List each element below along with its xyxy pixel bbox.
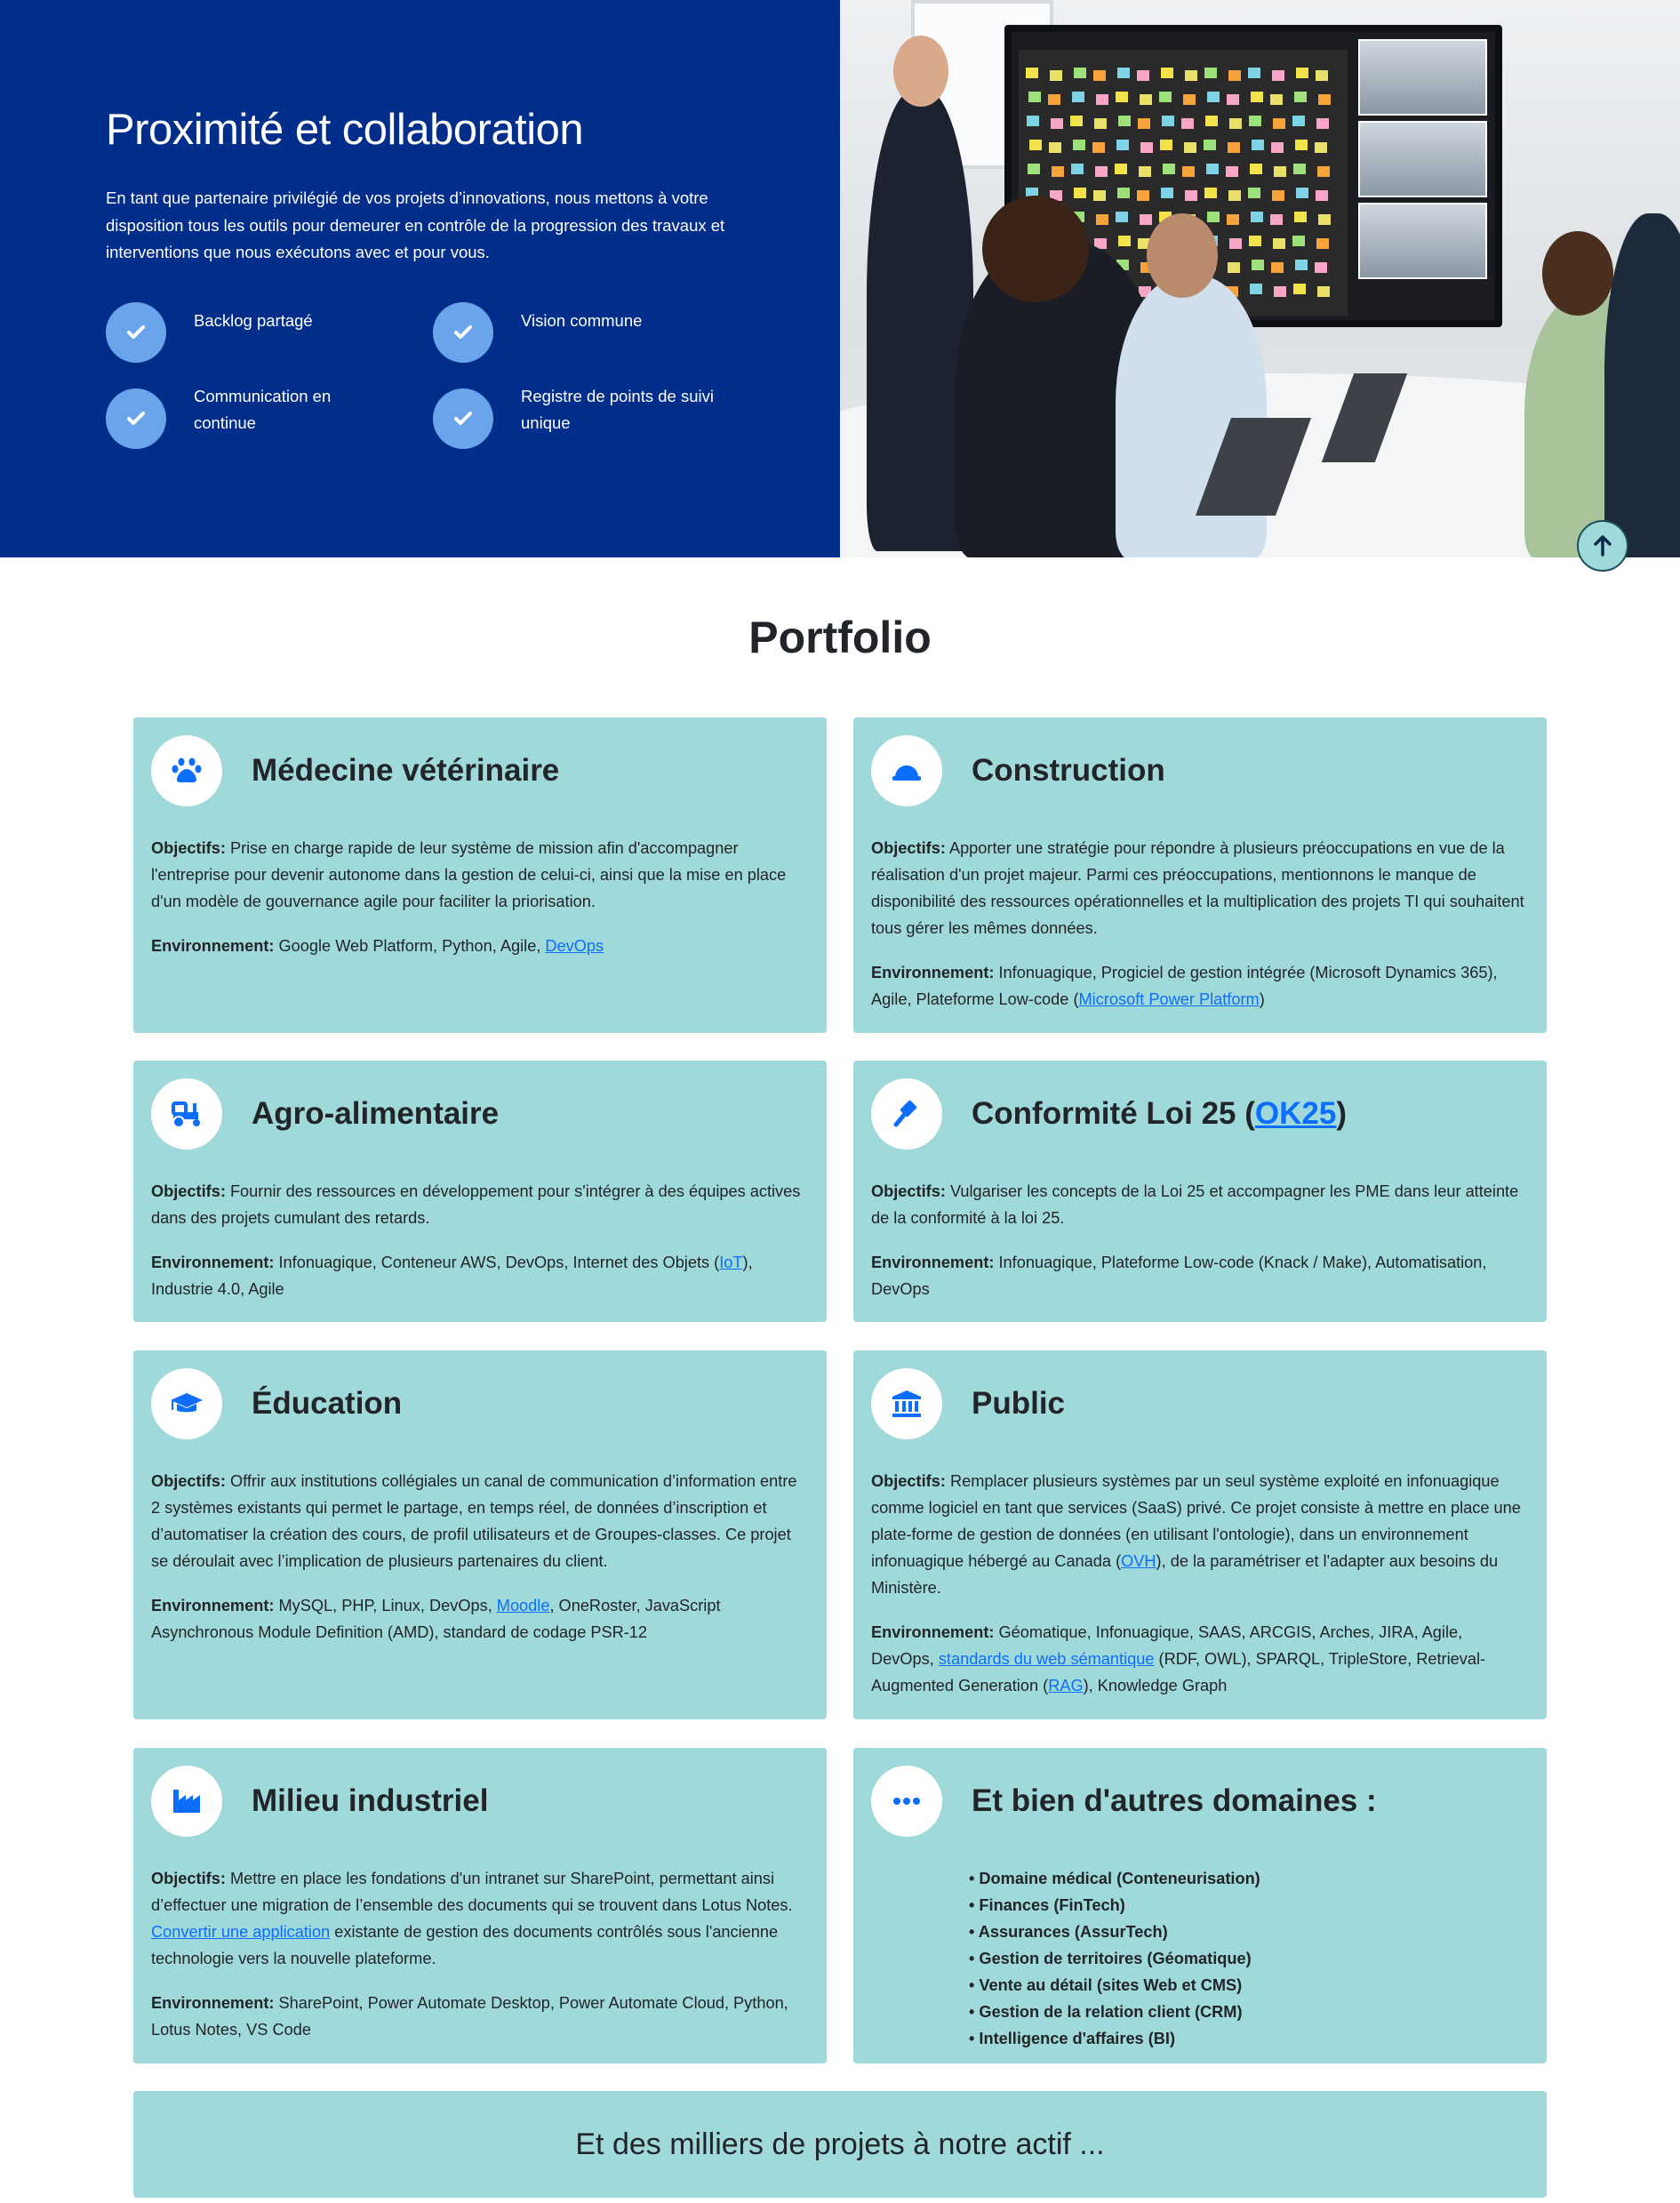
video-participant bbox=[1358, 203, 1487, 279]
video-participant bbox=[1358, 121, 1487, 197]
card-title bbox=[972, 753, 1165, 789]
text-segment: Médecine vétérinaire bbox=[252, 753, 560, 788]
text-segment: Mettre en place les fondations d'un intranet sur SharePoint, permettant ainsi d’effectuer une migration de l’ensemble des documents qui se trouvent dans Lotus Notes. bbox=[151, 1870, 793, 1914]
check-icon bbox=[106, 389, 166, 449]
text-segment: SharePoint, Power Automate Desktop, Power Automate Cloud, Python, Lotus Notes, VS Code bbox=[151, 1994, 788, 2039]
sticky-note bbox=[1272, 70, 1284, 81]
text-segment: ), Industrie 4.0, Agile bbox=[151, 1254, 753, 1298]
card-body bbox=[151, 1178, 809, 1302]
sticky-note bbox=[1248, 188, 1260, 198]
objectives-text bbox=[151, 1865, 809, 1972]
sticky-note bbox=[1095, 166, 1108, 177]
environment-label: Environnement: bbox=[871, 964, 995, 981]
text-segment: ) bbox=[1336, 1096, 1347, 1131]
hero-panel bbox=[0, 0, 840, 557]
person-head bbox=[1147, 213, 1218, 298]
card-header bbox=[151, 1368, 809, 1439]
sticky-note bbox=[1228, 190, 1241, 201]
sticky-note bbox=[1316, 118, 1329, 129]
sticky-note bbox=[1073, 140, 1085, 150]
card-header bbox=[871, 1078, 1529, 1150]
sticky-note bbox=[1072, 92, 1084, 102]
sticky-note bbox=[1163, 164, 1175, 174]
check-icon bbox=[106, 302, 166, 363]
sticky-note bbox=[1227, 94, 1239, 105]
card-header bbox=[871, 1766, 1529, 1837]
projects-banner: Et des milliers de projets à notre actif ... bbox=[133, 2091, 1547, 2198]
text-segment: ), Knowledge Graph bbox=[1083, 1677, 1228, 1694]
inline-link[interactable]: IoT bbox=[719, 1254, 743, 1271]
objectives-text bbox=[871, 1468, 1529, 1601]
sticky-note bbox=[1206, 164, 1219, 174]
text-segment: Et bien d'autres domaines : bbox=[972, 1783, 1377, 1818]
sticky-note bbox=[1315, 142, 1327, 153]
card-header bbox=[151, 1078, 809, 1150]
card-body bbox=[151, 1468, 809, 1646]
sticky-note bbox=[1293, 284, 1306, 294]
card-header bbox=[871, 735, 1529, 806]
sticky-note bbox=[1052, 166, 1064, 177]
sticky-note bbox=[1251, 92, 1263, 102]
card-header bbox=[871, 1368, 1529, 1439]
sticky-note bbox=[1296, 68, 1308, 78]
sticky-note bbox=[1071, 164, 1084, 174]
inline-link[interactable]: DevOps bbox=[545, 937, 604, 955]
objectives-label: Objectifs: bbox=[151, 1182, 226, 1200]
sticky-note bbox=[1116, 140, 1129, 150]
card-title bbox=[972, 1783, 1377, 1819]
text-segment: Infonuagique, Conteneur AWS, DevOps, Internet des Objets ( bbox=[274, 1254, 720, 1271]
portfolio-card-public bbox=[853, 1350, 1547, 1719]
feature-item bbox=[106, 302, 372, 363]
objectives-label: Objectifs: bbox=[871, 1182, 946, 1200]
sticky-note bbox=[1185, 70, 1197, 81]
environment-label: Environnement: bbox=[871, 1254, 995, 1271]
person-head bbox=[1542, 231, 1613, 316]
environment-text bbox=[151, 933, 809, 959]
sticky-note bbox=[1027, 116, 1039, 126]
objectives-label: Objectifs: bbox=[871, 1472, 946, 1490]
sticky-note bbox=[1139, 166, 1151, 177]
sticky-note bbox=[1160, 140, 1172, 150]
sticky-note bbox=[1070, 116, 1083, 126]
environment-text bbox=[871, 1619, 1529, 1699]
sticky-note bbox=[1251, 212, 1263, 222]
card-body bbox=[871, 835, 1529, 1013]
sticky-note bbox=[1295, 260, 1308, 270]
sticky-note bbox=[1272, 190, 1284, 201]
sticky-note bbox=[1028, 164, 1040, 174]
text-segment: ) bbox=[1259, 990, 1265, 1008]
portfolio-card-education bbox=[133, 1350, 827, 1719]
sticky-note bbox=[1140, 142, 1153, 153]
inline-link[interactable]: RAG bbox=[1048, 1677, 1084, 1694]
domain-list bbox=[969, 1865, 1529, 2052]
text-segment: Agro-alimentaire bbox=[252, 1096, 500, 1131]
feature-label: Vision commune bbox=[521, 311, 643, 330]
portfolio-card-milieu-industriel bbox=[133, 1748, 827, 2063]
sticky-note bbox=[1093, 70, 1106, 81]
text-segment: Éducation bbox=[252, 1386, 403, 1421]
sticky-note bbox=[1248, 68, 1260, 78]
sticky-note bbox=[1226, 166, 1238, 177]
sticky-note bbox=[1293, 164, 1306, 174]
objectives-label: Objectifs: bbox=[151, 1472, 226, 1490]
person-head bbox=[982, 196, 1089, 302]
text-segment: Fournir des ressources en développement pour s'intégrer à des équipes actives dans des projets cumulant des retards. bbox=[151, 1182, 801, 1227]
sticky-note bbox=[1294, 212, 1307, 222]
video-participant bbox=[1358, 39, 1487, 116]
sticky-note bbox=[1204, 188, 1217, 198]
environment-text bbox=[151, 1249, 809, 1302]
card-title bbox=[972, 1096, 1347, 1132]
text-segment: Conformité Loi 25 ( bbox=[972, 1096, 1255, 1131]
sticky-note bbox=[1252, 140, 1264, 150]
sticky-note bbox=[1074, 188, 1086, 198]
text-segment: Google Web Platform, Python, Agile, bbox=[274, 937, 546, 955]
sticky-note bbox=[1228, 70, 1241, 81]
feature-label: Communication en continue bbox=[194, 387, 332, 432]
sticky-note bbox=[1093, 190, 1106, 201]
card-title bbox=[252, 1096, 499, 1132]
sticky-note bbox=[1270, 94, 1283, 105]
sticky-note bbox=[1140, 214, 1152, 225]
objectives-text bbox=[151, 1468, 809, 1574]
sticky-note bbox=[1182, 166, 1195, 177]
sticky-note bbox=[1092, 142, 1105, 153]
card-title bbox=[252, 1783, 488, 1819]
text-segment: Remplacer plusieurs systèmes par un seul système exploité en infonuagique comme logiciel en tant que services (SaaS) privé. Ce projet consiste à mettre en place une plate-forme de gestion de données (en utilisant l'ontologie), dans un environnement infonuagique hébergé au Canada ( bbox=[871, 1472, 1521, 1570]
card-title bbox=[252, 1386, 402, 1422]
sticky-note bbox=[1295, 140, 1308, 150]
card-body bbox=[871, 1468, 1529, 1699]
sticky-note bbox=[1317, 286, 1330, 297]
sticky-note bbox=[1184, 142, 1196, 153]
inline-link[interactable]: OVH bbox=[1121, 1552, 1156, 1570]
environment-label: Environnement: bbox=[871, 1623, 995, 1641]
sticky-note bbox=[1227, 214, 1239, 225]
sticky-note bbox=[1274, 286, 1286, 297]
objectives-text bbox=[151, 835, 809, 915]
feature-item bbox=[433, 302, 699, 363]
card-header bbox=[151, 735, 809, 806]
feature-item bbox=[433, 389, 734, 449]
hero-title: Proximité et collaboration bbox=[106, 106, 584, 154]
sticky-note bbox=[1137, 190, 1149, 201]
portfolio-card-medecine-veterinaire bbox=[133, 717, 827, 1033]
person-head bbox=[893, 36, 948, 107]
environment-label: Environnement: bbox=[151, 937, 275, 955]
text-segment: Prise en charge rapide de leur système de mission afin d'accompagner l'entreprise pour devenir autonome dans la gestion de celui-ci, ainsi que la mise en place d'un modèle de gouvernance agile pour faciliter la priorisation. bbox=[151, 839, 787, 910]
sticky-note bbox=[1118, 236, 1131, 246]
sticky-note bbox=[1229, 118, 1242, 129]
card-title bbox=[252, 753, 559, 789]
card-body bbox=[151, 835, 809, 959]
text-segment: MySQL, PHP, Linux, DevOps, bbox=[274, 1597, 497, 1614]
objectives-text bbox=[871, 835, 1529, 941]
inline-link[interactable]: OK25 bbox=[1254, 1096, 1337, 1131]
inline-link[interactable]: Moodle bbox=[496, 1597, 550, 1614]
paw-icon bbox=[151, 735, 222, 806]
domain-list-item: • Vente au détail (sites Web et CMS) bbox=[969, 1976, 1243, 1994]
sticky-note bbox=[1228, 262, 1240, 273]
sticky-note bbox=[1318, 214, 1331, 225]
card-title bbox=[972, 1386, 1065, 1422]
domain-list-item: • Assurances (AssurTech) bbox=[969, 1923, 1168, 1941]
industry-icon bbox=[151, 1766, 222, 1837]
text-segment: existante de gestion des documents contrôlés sous l'ancienne technologie vers la nouvelle plateforme. bbox=[151, 1923, 779, 1967]
sticky-note bbox=[1292, 236, 1305, 246]
sticky-note bbox=[1250, 284, 1262, 294]
sticky-note bbox=[1318, 94, 1331, 105]
sticky-note bbox=[1315, 262, 1327, 273]
text-segment: Infonuagique, Plateforme Low-code (Knack / Make), Automatisation, DevOps bbox=[871, 1254, 1487, 1298]
text-segment: (RDF, OWL), SPARQL, TripleStore, Retrieval-Augmented Generation ( bbox=[871, 1650, 1486, 1694]
sticky-note bbox=[1115, 164, 1127, 174]
sticky-note bbox=[1292, 116, 1305, 126]
inline-link[interactable]: Convertir une application bbox=[151, 1923, 331, 1941]
card-header bbox=[151, 1766, 809, 1837]
sticky-note bbox=[1161, 68, 1173, 78]
sticky-note bbox=[1204, 140, 1216, 150]
meeting-photo bbox=[840, 0, 1680, 557]
text-segment: Offrir aux institutions collégiales un canal de communication d’information entre 2 systèmes existants qui permet le partage, en temps réel, de données d’inscription et d’automatiser la création des cours, de profil utilisateurs et de Groupes-classes. Ce projet se déroulait avec l’implication de plusieurs partenaires du client. bbox=[151, 1472, 797, 1570]
sticky-note bbox=[1316, 190, 1328, 201]
text-segment: Construction bbox=[972, 753, 1165, 788]
portfolio-card-conformite-loi-25-ok25 bbox=[853, 1061, 1547, 1322]
sticky-note bbox=[1271, 142, 1284, 153]
environment-text bbox=[871, 1249, 1529, 1302]
sticky-note bbox=[1273, 118, 1285, 129]
objectives-label: Objectifs: bbox=[151, 1870, 226, 1887]
sticky-note bbox=[1296, 188, 1308, 198]
text-segment: Milieu industriel bbox=[252, 1783, 489, 1818]
sticky-note bbox=[1140, 94, 1152, 105]
sticky-note bbox=[1207, 212, 1220, 222]
sticky-note bbox=[1185, 190, 1197, 201]
sticky-note bbox=[1049, 142, 1061, 153]
environment-label: Environnement: bbox=[151, 1994, 275, 2012]
sticky-note bbox=[1183, 94, 1196, 105]
objectives-label: Objectifs: bbox=[151, 839, 226, 857]
sticky-note bbox=[1207, 92, 1220, 102]
sticky-note bbox=[1294, 92, 1307, 102]
sticky-note bbox=[1096, 214, 1108, 225]
objectives-label: Objectifs: bbox=[871, 839, 946, 857]
ellipsis-icon bbox=[871, 1766, 942, 1837]
hero-description: En tant que partenaire privilégié de vos projets d’innovations, nous mettons à votre disposition tous les outils pour demeurer en contrôle de la progression des travaux et interventions que nous exécutons avec et pour vous. bbox=[106, 188, 725, 261]
portfolio-card-agro-alimentaire bbox=[133, 1061, 827, 1322]
sticky-note bbox=[1228, 142, 1240, 153]
sticky-note bbox=[1252, 260, 1264, 270]
sticky-note bbox=[1273, 238, 1285, 249]
environment-text bbox=[151, 1990, 809, 2043]
sticky-note bbox=[1116, 212, 1128, 222]
sticky-note bbox=[1249, 116, 1261, 126]
card-body bbox=[151, 1865, 809, 2043]
domain-list-item: • Gestion de la relation client (CRM) bbox=[969, 2003, 1243, 2021]
sticky-note bbox=[1249, 236, 1261, 246]
gavel-icon bbox=[871, 1078, 942, 1150]
objectives-text bbox=[151, 1178, 809, 1231]
sticky-note bbox=[1181, 118, 1194, 129]
sticky-note bbox=[1229, 238, 1242, 249]
inline-link[interactable]: standards du web sémantique bbox=[938, 1650, 1155, 1668]
landmark-icon bbox=[871, 1368, 942, 1439]
objectives-text bbox=[871, 1178, 1529, 1231]
sticky-note bbox=[1117, 68, 1130, 78]
check-icon bbox=[433, 389, 493, 449]
portfolio-card-construction bbox=[853, 717, 1547, 1033]
arrow-up-icon bbox=[1592, 534, 1613, 557]
sticky-note bbox=[1074, 68, 1086, 78]
feature-item bbox=[106, 389, 372, 449]
sticky-note bbox=[1271, 262, 1284, 273]
sticky-note bbox=[1048, 94, 1060, 105]
sticky-note bbox=[1162, 116, 1174, 126]
sticky-note bbox=[1117, 188, 1130, 198]
domain-list-item: • Finances (FinTech) bbox=[969, 1896, 1125, 1914]
sticky-note bbox=[1051, 118, 1063, 129]
sticky-note bbox=[1205, 116, 1218, 126]
sticky-note bbox=[1204, 68, 1217, 78]
sticky-note bbox=[1159, 92, 1172, 102]
text-segment: ), de la paramétriser et l'adapter aux besoins du Ministère. bbox=[871, 1552, 1499, 1597]
text-segment: Public bbox=[972, 1386, 1066, 1421]
text-segment: Vulgariser les concepts de la Loi 25 et accompagner les PME dans leur atteinte de la conformité à la loi 25. bbox=[871, 1182, 1519, 1227]
sticky-note bbox=[1138, 118, 1150, 129]
text-segment: Infonuagique, Progiciel de gestion intégrée (Microsoft Dynamics 365), Agile, Plateforme Low-code ( bbox=[871, 964, 1498, 1008]
domain-list-item: • Gestion de territoires (Géomatique) bbox=[969, 1950, 1252, 1967]
tractor-icon bbox=[151, 1078, 222, 1150]
hero-section bbox=[0, 0, 1680, 557]
sticky-note bbox=[1317, 166, 1330, 177]
text-segment: Apporter une stratégie pour répondre à plusieurs préoccupations en vue de la réalisation d'un projet majeur. Parmi ces préoccupations, mentionnons le manque de disponibilité des ressources opérationnelles et la multiplication des projets TI qui souhaitent tous gérer les mêmes données. bbox=[871, 839, 1524, 937]
sticky-note bbox=[1118, 116, 1131, 126]
hard-hat-icon bbox=[871, 735, 942, 806]
portfolio-card-et-bien-d-autres-domaines bbox=[853, 1748, 1547, 2063]
sticky-note bbox=[1029, 140, 1042, 150]
environment-label: Environnement: bbox=[151, 1597, 275, 1614]
sticky-note bbox=[1050, 70, 1062, 81]
sticky-note bbox=[1096, 94, 1108, 105]
sticky-note bbox=[1274, 166, 1286, 177]
text-segment: , OneRoster, JavaScript Asynchronous Module Definition (AMD), standard de codage PSR-12 bbox=[151, 1597, 721, 1641]
person bbox=[1604, 213, 1680, 557]
sticky-note bbox=[1028, 92, 1041, 102]
card-body bbox=[871, 1178, 1529, 1302]
portfolio-title: Portfolio bbox=[748, 613, 932, 662]
inline-link[interactable]: Microsoft Power Platform bbox=[1078, 990, 1260, 1008]
feature-label: Registre de points de suivi unique bbox=[521, 387, 714, 432]
environment-text bbox=[871, 959, 1529, 1013]
text-segment: Géomatique, Infonuagique, SAAS, ARCGIS, Arches, JIRA, Agile, DevOps, bbox=[871, 1623, 1463, 1668]
sticky-note bbox=[1094, 118, 1107, 129]
sticky-note bbox=[1116, 92, 1128, 102]
graduation-cap-icon bbox=[151, 1368, 222, 1439]
domain-list-item: • Domaine médical (Conteneurisation) bbox=[969, 1870, 1260, 1887]
sticky-note bbox=[1250, 164, 1262, 174]
environment-text bbox=[151, 1592, 809, 1646]
check-icon bbox=[433, 302, 493, 363]
feature-label: Backlog partagé bbox=[194, 311, 313, 330]
sticky-note bbox=[1316, 70, 1328, 81]
sticky-note bbox=[1316, 238, 1329, 249]
sticky-note bbox=[1270, 214, 1283, 225]
sticky-note bbox=[1137, 70, 1149, 81]
scroll-to-top-button[interactable] bbox=[1577, 520, 1628, 572]
environment-label: Environnement: bbox=[151, 1254, 275, 1271]
sticky-note bbox=[1026, 68, 1038, 78]
sticky-note bbox=[1161, 188, 1173, 198]
domain-list-item: • Intelligence d'affaires (BI) bbox=[969, 2030, 1176, 2047]
